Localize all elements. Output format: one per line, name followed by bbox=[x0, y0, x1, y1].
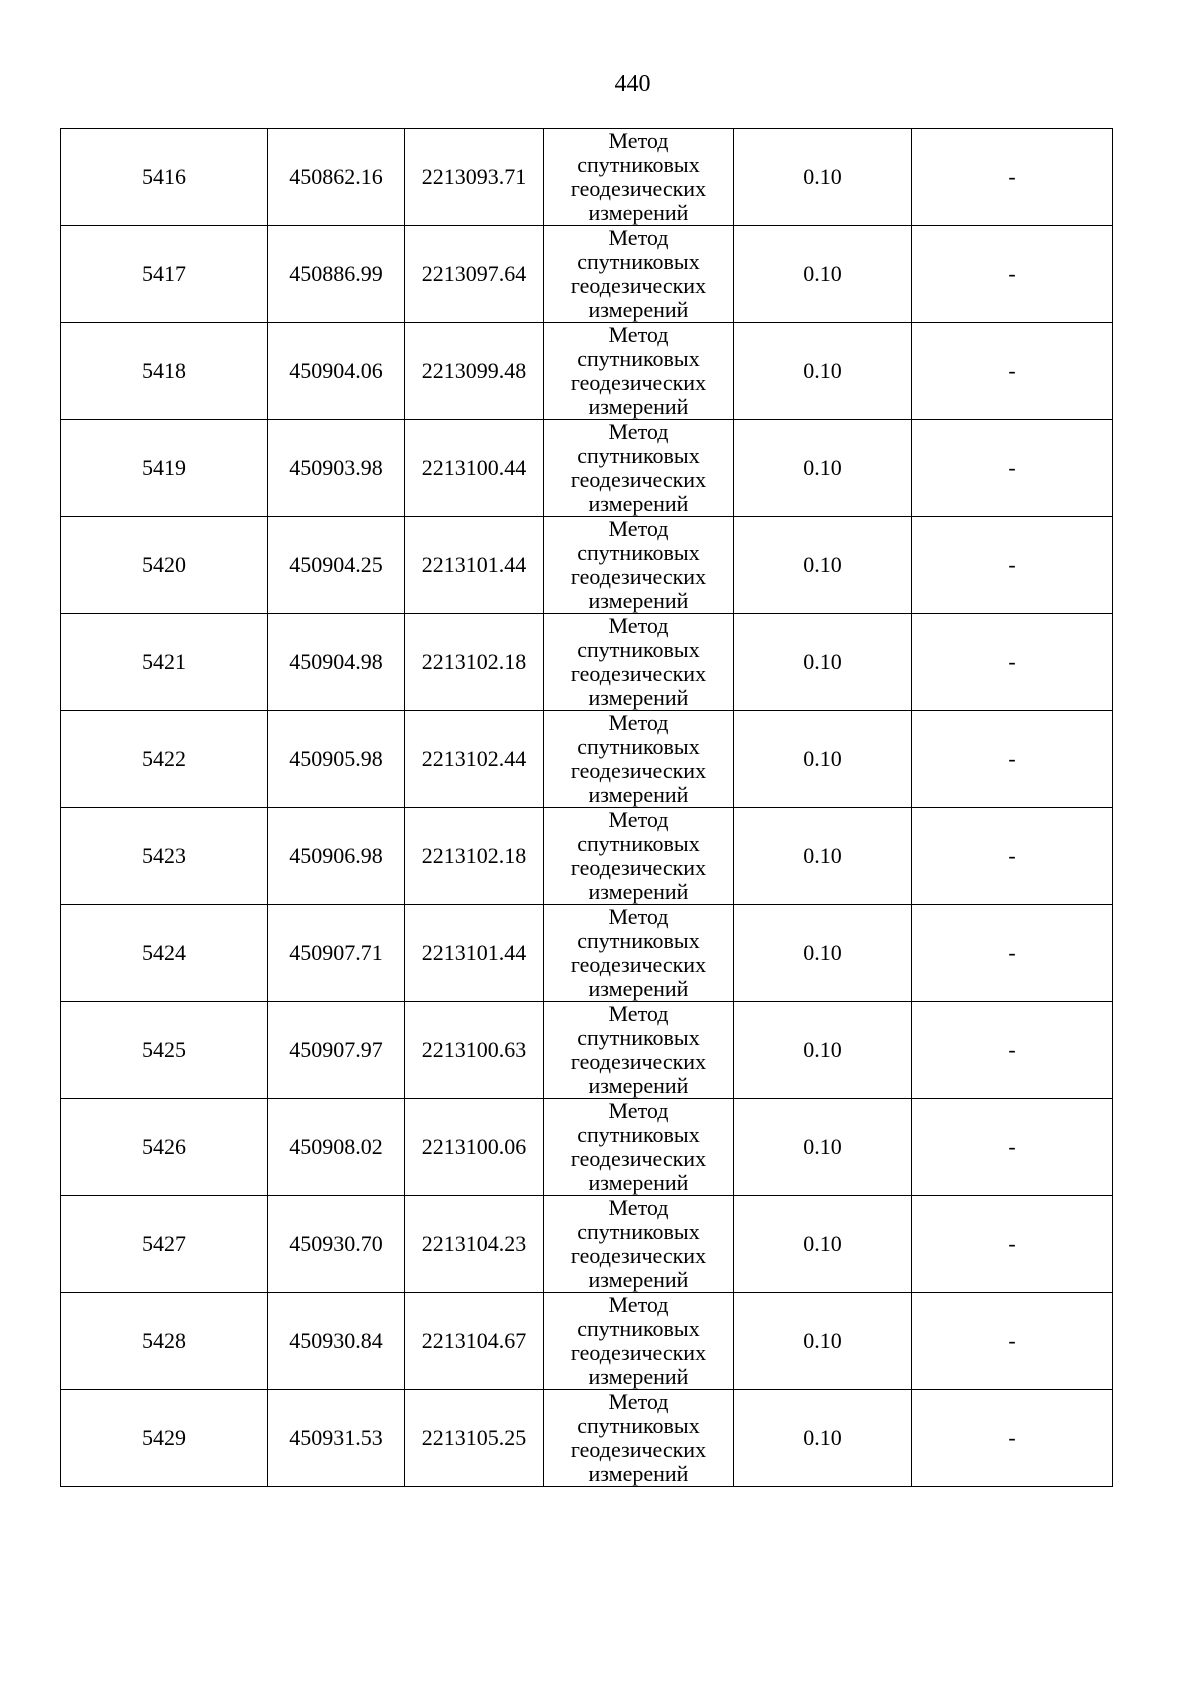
page-number: 440 bbox=[614, 71, 651, 97]
y-coordinate-cell: 2213104.67 bbox=[405, 1293, 544, 1390]
note-cell: - bbox=[912, 711, 1113, 808]
method-line: Метод bbox=[608, 1389, 669, 1414]
table-row bbox=[61, 1002, 1113, 1099]
method-line: геодезических bbox=[570, 1146, 707, 1171]
method-line: измерений bbox=[588, 976, 689, 1001]
accuracy-cell: 0.10 bbox=[734, 517, 912, 614]
x-coordinate-cell: 450930.70 bbox=[268, 1196, 405, 1293]
method-cell bbox=[544, 808, 734, 905]
x-coordinate-cell: 450907.97 bbox=[268, 1002, 405, 1099]
y-coordinate-cell: 2213102.18 bbox=[405, 808, 544, 905]
method-line: геодезических bbox=[570, 1340, 707, 1365]
table-row bbox=[61, 420, 1113, 517]
y-coordinate-cell: 2213101.44 bbox=[405, 905, 544, 1002]
method-cell bbox=[544, 226, 734, 323]
accuracy-cell: 0.10 bbox=[734, 808, 912, 905]
table-row bbox=[61, 711, 1113, 808]
method-line: Метод bbox=[608, 1098, 669, 1123]
note-cell: - bbox=[912, 129, 1113, 226]
method-cell bbox=[544, 1390, 734, 1487]
method-line: Метод bbox=[608, 613, 669, 638]
coordinates-table bbox=[60, 128, 1113, 1487]
y-coordinate-cell: 2213100.06 bbox=[405, 1099, 544, 1196]
method-line: спутниковых bbox=[577, 1025, 700, 1050]
method-cell bbox=[544, 614, 734, 711]
note-cell: - bbox=[912, 808, 1113, 905]
note-cell: - bbox=[912, 1099, 1113, 1196]
note-cell: - bbox=[912, 226, 1113, 323]
method-cell bbox=[544, 1196, 734, 1293]
y-coordinate-cell: 2213097.64 bbox=[405, 226, 544, 323]
point-number-cell: 5419 bbox=[61, 420, 268, 517]
coordinates-table-body bbox=[61, 129, 1113, 1487]
x-coordinate-cell: 450904.06 bbox=[268, 323, 405, 420]
table-row bbox=[61, 905, 1113, 1002]
point-number-cell: 5422 bbox=[61, 711, 268, 808]
method-line: геодезических bbox=[570, 370, 707, 395]
method-line: геодезических bbox=[570, 758, 707, 783]
method-line: Метод bbox=[608, 807, 669, 832]
table-row bbox=[61, 1196, 1113, 1293]
accuracy-cell: 0.10 bbox=[734, 614, 912, 711]
method-line: спутниковых bbox=[577, 734, 700, 759]
x-coordinate-cell: 450904.98 bbox=[268, 614, 405, 711]
note-cell: - bbox=[912, 1390, 1113, 1487]
table-row bbox=[61, 129, 1113, 226]
table-row bbox=[61, 323, 1113, 420]
method-line: спутниковых bbox=[577, 1413, 700, 1438]
method-line: Метод bbox=[608, 322, 669, 347]
method-line: геодезических bbox=[570, 176, 707, 201]
method-line: Метод bbox=[608, 516, 669, 541]
x-coordinate-cell: 450930.84 bbox=[268, 1293, 405, 1390]
y-coordinate-cell: 2213101.44 bbox=[405, 517, 544, 614]
method-line: спутниковых bbox=[577, 346, 700, 371]
table-row bbox=[61, 1099, 1113, 1196]
accuracy-cell: 0.10 bbox=[734, 1099, 912, 1196]
method-line: геодезических bbox=[570, 1437, 707, 1462]
table-row bbox=[61, 614, 1113, 711]
method-line: спутниковых bbox=[577, 249, 700, 274]
method-line: измерений bbox=[588, 200, 689, 225]
point-number-cell: 5428 bbox=[61, 1293, 268, 1390]
method-line: геодезических bbox=[570, 467, 707, 492]
method-line: Метод bbox=[608, 1001, 669, 1026]
note-cell: - bbox=[912, 420, 1113, 517]
x-coordinate-cell: 450906.98 bbox=[268, 808, 405, 905]
method-line: спутниковых bbox=[577, 1219, 700, 1244]
method-line: измерений bbox=[588, 1461, 689, 1486]
method-line: Метод bbox=[608, 710, 669, 735]
x-coordinate-cell: 450905.98 bbox=[268, 711, 405, 808]
point-number-cell: 5420 bbox=[61, 517, 268, 614]
method-line: измерений bbox=[588, 491, 689, 516]
method-line: Метод bbox=[608, 1195, 669, 1220]
method-line: геодезических bbox=[570, 1243, 707, 1268]
point-number-cell: 5418 bbox=[61, 323, 268, 420]
table-row bbox=[61, 226, 1113, 323]
method-line: измерений bbox=[588, 297, 689, 322]
method-line: измерений bbox=[588, 1364, 689, 1389]
method-cell bbox=[544, 1002, 734, 1099]
note-cell: - bbox=[912, 517, 1113, 614]
point-number-cell: 5416 bbox=[61, 129, 268, 226]
accuracy-cell: 0.10 bbox=[734, 1196, 912, 1293]
method-line: спутниковых bbox=[577, 152, 700, 177]
y-coordinate-cell: 2213105.25 bbox=[405, 1390, 544, 1487]
method-line: спутниковых bbox=[577, 1316, 700, 1341]
accuracy-cell: 0.10 bbox=[734, 1293, 912, 1390]
note-cell: - bbox=[912, 1002, 1113, 1099]
point-number-cell: 5421 bbox=[61, 614, 268, 711]
note-cell: - bbox=[912, 905, 1113, 1002]
method-line: измерений bbox=[588, 394, 689, 419]
accuracy-cell: 0.10 bbox=[734, 905, 912, 1002]
method-line: спутниковых bbox=[577, 1122, 700, 1147]
method-line: Метод bbox=[608, 225, 669, 250]
method-line: измерений bbox=[588, 1267, 689, 1292]
y-coordinate-cell: 2213104.23 bbox=[405, 1196, 544, 1293]
method-cell bbox=[544, 711, 734, 808]
method-cell bbox=[544, 905, 734, 1002]
table-row bbox=[61, 1293, 1113, 1390]
x-coordinate-cell: 450904.25 bbox=[268, 517, 405, 614]
accuracy-cell: 0.10 bbox=[734, 1002, 912, 1099]
y-coordinate-cell: 2213100.44 bbox=[405, 420, 544, 517]
method-line: геодезических bbox=[570, 1049, 707, 1074]
method-cell bbox=[544, 129, 734, 226]
method-cell bbox=[544, 1099, 734, 1196]
method-line: спутниковых bbox=[577, 443, 700, 468]
accuracy-cell: 0.10 bbox=[734, 1390, 912, 1487]
point-number-cell: 5417 bbox=[61, 226, 268, 323]
y-coordinate-cell: 2213102.44 bbox=[405, 711, 544, 808]
accuracy-cell: 0.10 bbox=[734, 711, 912, 808]
x-coordinate-cell: 450886.99 bbox=[268, 226, 405, 323]
method-line: геодезических bbox=[570, 952, 707, 977]
method-line: измерений bbox=[588, 588, 689, 613]
method-line: измерений bbox=[588, 782, 689, 807]
x-coordinate-cell: 450931.53 bbox=[268, 1390, 405, 1487]
table-row bbox=[61, 517, 1113, 614]
method-cell bbox=[544, 323, 734, 420]
method-cell bbox=[544, 1293, 734, 1390]
y-coordinate-cell: 2213099.48 bbox=[405, 323, 544, 420]
method-line: геодезических bbox=[570, 564, 707, 589]
method-line: геодезических bbox=[570, 855, 707, 880]
accuracy-cell: 0.10 bbox=[734, 226, 912, 323]
method-line: измерений bbox=[588, 879, 689, 904]
x-coordinate-cell: 450903.98 bbox=[268, 420, 405, 517]
x-coordinate-cell: 450907.71 bbox=[268, 905, 405, 1002]
table-row bbox=[61, 1390, 1113, 1487]
method-line: спутниковых bbox=[577, 540, 700, 565]
point-number-cell: 5424 bbox=[61, 905, 268, 1002]
method-line: Метод bbox=[608, 128, 669, 153]
method-cell bbox=[544, 420, 734, 517]
method-line: Метод bbox=[608, 419, 669, 444]
point-number-cell: 5425 bbox=[61, 1002, 268, 1099]
point-number-cell: 5429 bbox=[61, 1390, 268, 1487]
point-number-cell: 5426 bbox=[61, 1099, 268, 1196]
method-line: спутниковых bbox=[577, 831, 700, 856]
x-coordinate-cell: 450862.16 bbox=[268, 129, 405, 226]
method-line: Метод bbox=[608, 1292, 669, 1317]
method-line: Метод bbox=[608, 904, 669, 929]
method-line: спутниковых bbox=[577, 637, 700, 662]
point-number-cell: 5427 bbox=[61, 1196, 268, 1293]
y-coordinate-cell: 2213102.18 bbox=[405, 614, 544, 711]
y-coordinate-cell: 2213100.63 bbox=[405, 1002, 544, 1099]
accuracy-cell: 0.10 bbox=[734, 323, 912, 420]
note-cell: - bbox=[912, 1293, 1113, 1390]
table-row bbox=[61, 808, 1113, 905]
method-line: геодезических bbox=[570, 273, 707, 298]
point-number-cell: 5423 bbox=[61, 808, 268, 905]
accuracy-cell: 0.10 bbox=[734, 129, 912, 226]
method-line: спутниковых bbox=[577, 928, 700, 953]
method-line: измерений bbox=[588, 685, 689, 710]
y-coordinate-cell: 2213093.71 bbox=[405, 129, 544, 226]
note-cell: - bbox=[912, 323, 1113, 420]
method-line: измерений bbox=[588, 1073, 689, 1098]
note-cell: - bbox=[912, 614, 1113, 711]
accuracy-cell: 0.10 bbox=[734, 420, 912, 517]
note-cell: - bbox=[912, 1196, 1113, 1293]
x-coordinate-cell: 450908.02 bbox=[268, 1099, 405, 1196]
method-cell bbox=[544, 517, 734, 614]
method-line: измерений bbox=[588, 1170, 689, 1195]
method-line: геодезических bbox=[570, 661, 707, 686]
